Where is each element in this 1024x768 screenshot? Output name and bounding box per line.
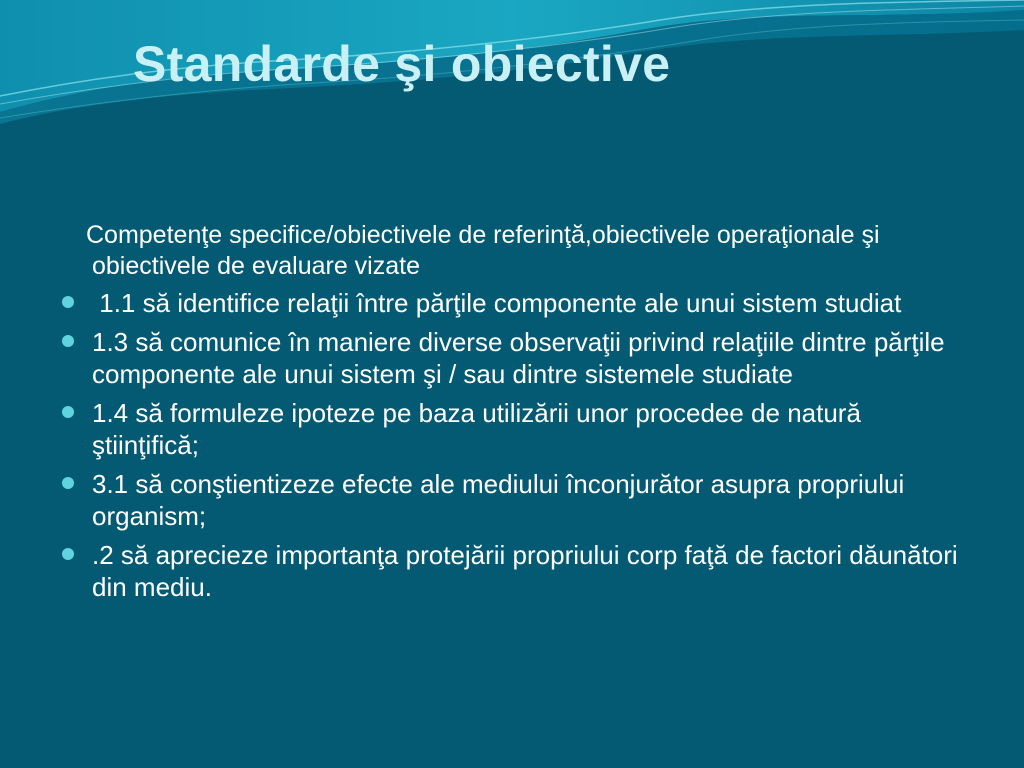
intro-text: Competenţe specifice/obiectivele de referinţă,obiectivele operaţionale şi obiectivele de evaluare vizate (86, 221, 880, 280)
list-item (60, 326, 970, 391)
bullet-text: 1.3 să comunice în maniere diverse observaţii privind relaţiile dintre părţile componente ale unui sistem şi / sau dintre sistemele studiate (92, 326, 945, 389)
list-item (60, 539, 970, 604)
list-item (60, 468, 970, 533)
bullet-text: .2 să aprecieze importanţa protejării propriului corp faţă de factori dăunători din mediu. (92, 539, 958, 602)
bullet-icon (62, 477, 74, 489)
bullet-text: 3.1 să conştientizeze efecte ale mediului înconjurător asupra propriului organism; (92, 468, 905, 531)
bullet-icon (62, 406, 74, 418)
list-item (60, 287, 970, 320)
slide-title: Standarde şi obiective (133, 36, 671, 92)
list-item (60, 397, 970, 462)
bullet-list (60, 287, 970, 604)
bullet-icon (62, 296, 74, 308)
bullet-icon (62, 548, 74, 560)
bullet-icon (62, 335, 74, 347)
bullet-text: 1.1 să identifice relaţii între părţile componente ale unui sistem studiat (92, 288, 902, 318)
slide-content (60, 220, 970, 610)
bullet-text: 1.4 să formuleze ipoteze pe baza utilizării unor procedee de natură ştiinţifică; (92, 397, 861, 460)
